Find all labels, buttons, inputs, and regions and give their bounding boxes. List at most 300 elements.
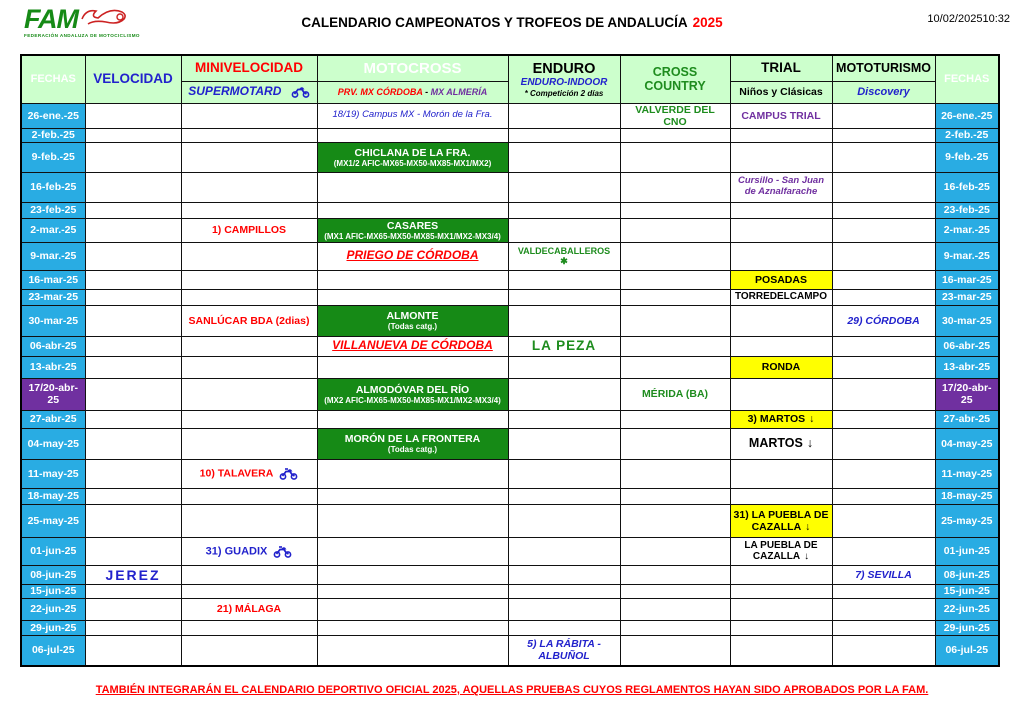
event-cell-velocidad [85,584,181,598]
event-cell-mototurismo [832,270,935,289]
event-cell-cross_country [620,356,730,378]
date-cell-right: 2-feb.-25 [935,128,999,142]
event-label: ALMONTE [386,310,439,322]
event-cell-velocidad [85,378,181,410]
event-cell-velocidad [85,488,181,504]
event-cell-cross_country [620,202,730,218]
cross-line1: CROSS [652,64,698,79]
subheader-trial-ninos-clasicas: Niños y Clásicas [730,81,832,103]
event-cell-trial [730,410,832,428]
event-sublabel: (Todas catg.) [387,322,438,332]
column-header-trial: TRIAL [730,55,832,81]
calendar-row [21,305,999,336]
event-cell-minivelocidad [181,289,317,305]
calendar-row [21,504,999,537]
event-cell-enduro [508,202,620,218]
event-cell-trial [730,172,832,202]
event-cell-enduro [508,270,620,289]
calendar-row [21,428,999,459]
event-cell-motocross [317,428,508,459]
date-cell-left: 30-mar-25 [21,305,85,336]
prv-mx-cordoba-label: PRV. MX CÓRDOBA [337,86,423,97]
page-title-text: CALENDARIO CAMPEONATOS Y TROFEOS DE ANDALUCÍA [301,15,688,30]
event-cell-mototurismo [832,598,935,620]
date-cell-left: 25-may-25 [21,504,85,537]
event-cell-mototurismo [832,565,935,584]
event-cell-minivelocidad [181,202,317,218]
event-cell-velocidad [85,504,181,537]
event-cell-mototurismo [832,336,935,356]
date-cell-right: 16-mar-25 [935,270,999,289]
motorcycle-icon [279,467,298,480]
date-cell-right: 9-mar.-25 [935,242,999,270]
calendar-row [21,270,999,289]
event-cell-enduro [508,598,620,620]
event-cell-motocross [317,103,508,128]
calendar-row [21,565,999,584]
event-cell-minivelocidad [181,128,317,142]
event-label: VALDECABALLEROS [517,245,611,256]
event-cell-velocidad [85,289,181,305]
calendar-row [21,172,999,202]
enduro-label: ENDURO [532,60,596,77]
event-cell-trial [730,378,832,410]
date-cell-right: 15-jun-25 [935,584,999,598]
event-cell-minivelocidad [181,635,317,666]
event-cell-velocidad [85,356,181,378]
event-cell-motocross [317,410,508,428]
date-cell-right: 16-feb-25 [935,172,999,202]
mx-almeria-label: MX ALMERÍA [430,86,488,97]
date-cell-left: 08-jun-25 [21,565,85,584]
event-label: LA PEZA [531,338,597,354]
event-cell-motocross [317,128,508,142]
event-cell-trial [730,218,832,242]
cross-line2: COUNTRY [644,79,706,94]
event-cell-motocross [317,565,508,584]
event-cell-motocross [317,202,508,218]
calendar-row [21,378,999,410]
date-cell-left: 16-mar-25 [21,270,85,289]
date-cell-left: 2-feb.-25 [21,128,85,142]
footer-note: TAMBIÉN INTEGRARÁN EL CALENDARIO DEPORTIVO OFICIAL 2025, AQUELLAS PRUEBAS CUYOS REGLAMENTOS HAYAN SIDO APROBADOS POR LA FAM. [95,684,929,697]
event-cell-motocross [317,635,508,666]
event-cell-minivelocidad [181,620,317,635]
calendar-row [21,218,999,242]
date-cell-right: 9-feb.-25 [935,142,999,172]
down-arrow-icon: ↓ [804,551,810,563]
event-cell-velocidad [85,635,181,666]
event-cell-trial [730,202,832,218]
event-cell-minivelocidad [181,336,317,356]
event-cell-minivelocidad [181,218,317,242]
date-cell-left: 17/20-abr-25 [21,378,85,410]
event-label: RONDA [761,361,801,374]
event-cell-trial [730,270,832,289]
calendar-row [21,289,999,305]
event-cell-motocross [317,504,508,537]
event-cell-trial [730,289,832,305]
event-cell-motocross [317,620,508,635]
subheader-mototurismo-discovery: Discovery [832,81,935,103]
calendar-row [21,537,999,565]
date-cell-left: 9-mar.-25 [21,242,85,270]
event-cell-trial [730,103,832,128]
event-cell-minivelocidad [181,459,317,488]
event-cell-cross_country [620,172,730,202]
calendar-row [21,128,999,142]
calendar-row [21,635,999,666]
event-cell-enduro [508,537,620,565]
date-cell-left: 11-may-25 [21,459,85,488]
event-cell-minivelocidad [181,142,317,172]
event-cell-cross_country [620,565,730,584]
event-label: 10) TALAVERA [199,467,274,480]
date-cell-right: 2-mar.-25 [935,218,999,242]
event-cell-cross_country [620,410,730,428]
column-header-mototurismo: MOTOTURISMO [832,55,935,81]
event-cell-cross_country [620,428,730,459]
event-label: 1) CAMPILLOS [211,224,287,237]
date-cell-left: 23-feb-25 [21,202,85,218]
event-cell-mototurismo [832,584,935,598]
event-label: VALVERDE DEL CNO [635,103,715,128]
column-header-fechas-left: FECHAS [21,55,85,103]
event-cell-cross_country [620,378,730,410]
date-cell-right: 08-jun-25 [935,565,999,584]
event-label: 31) GUADIX [205,545,268,557]
enduro-indoor-label: ENDURO-INDOOR [520,77,608,89]
date-cell-left: 29-jun-25 [21,620,85,635]
motorcycle-icon [273,545,292,558]
calendar-body [21,103,999,666]
event-cell-mototurismo [832,242,935,270]
event-label: MÉRIDA (BA) [641,388,709,401]
fam-logo-subtext: FEDERACIÓN ANDALUZA DE MOTOCICLISMO [24,33,140,38]
event-cell-enduro [508,504,620,537]
event-label: CHICLANA DE LA FRA. [354,146,471,159]
event-cell-velocidad [85,128,181,142]
event-cell-mototurismo [832,504,935,537]
column-header-cross-country [620,55,730,103]
event-cell-enduro [508,378,620,410]
date-cell-left: 13-abr-25 [21,356,85,378]
event-cell-trial [730,565,832,584]
event-cell-minivelocidad [181,172,317,202]
event-cell-trial [730,537,832,565]
event-cell-trial [730,504,832,537]
event-cell-enduro [508,172,620,202]
event-cell-motocross [317,172,508,202]
event-cell-velocidad [85,459,181,488]
event-cell-minivelocidad [181,270,317,289]
calendar-row [21,620,999,635]
fam-logo-text: FAM [24,4,78,34]
event-cell-minivelocidad [181,242,317,270]
event-cell-motocross [317,270,508,289]
event-cell-enduro [508,584,620,598]
event-cell-trial [730,142,832,172]
event-cell-enduro [508,356,620,378]
calendar-row [21,356,999,378]
date-cell-right: 25-may-25 [935,504,999,537]
date-cell-right: 23-mar-25 [935,289,999,305]
event-label: CAMPUS TRIAL [741,109,821,122]
event-label: CASARES [386,219,439,232]
event-cell-motocross [317,584,508,598]
event-label: TORREDELCAMPO [734,291,828,303]
date-cell-left: 04-may-25 [21,428,85,459]
event-label: 7) SEVILLA [855,568,912,581]
event-cell-motocross [317,488,508,504]
event-cell-enduro [508,488,620,504]
event-label: SANLÚCAR BDA (2dias) [188,314,310,327]
event-cell-mototurismo [832,218,935,242]
event-label: JEREZ [105,566,161,583]
calendar-row [21,598,999,620]
event-cell-cross_country [620,289,730,305]
calendar-row [21,103,999,128]
event-cell-cross_country [620,142,730,172]
event-cell-minivelocidad [181,488,317,504]
event-cell-minivelocidad [181,584,317,598]
event-label: Cursillo - San Juan de Aznalfarache [737,175,825,198]
calendar-row [21,488,999,504]
date-cell-left: 27-abr-25 [21,410,85,428]
date-cell-left: 2-mar.-25 [21,218,85,242]
event-cell-mototurismo [832,128,935,142]
date-cell-right: 17/20-abr-25 [935,378,999,410]
event-cell-motocross [317,305,508,336]
event-cell-cross_country [620,270,730,289]
event-cell-cross_country [620,305,730,336]
event-cell-trial [730,488,832,504]
supermotard-label: SUPERMOTARD [188,84,282,99]
subheader-supermotard [181,81,317,103]
event-cell-enduro [508,142,620,172]
event-cell-mototurismo [832,305,935,336]
event-label: POSADAS [755,273,807,286]
event-sublabel: (MX2 AFIC-MX65-MX50-MX85-MX1/MX2-MX3/4) [324,395,501,405]
event-cell-velocidad [85,202,181,218]
event-cell-enduro [508,336,620,356]
event-cell-cross_country [620,537,730,565]
subheader-motocross-prv [317,81,508,103]
date-cell-right: 22-jun-25 [935,598,999,620]
event-cell-mototurismo [832,356,935,378]
event-cell-minivelocidad [181,378,317,410]
event-cell-velocidad [85,537,181,565]
enduro-note-label: * Competición 2 días [524,88,604,98]
event-cell-enduro [508,410,620,428]
date-cell-right: 13-abr-25 [935,356,999,378]
page-title [0,15,1024,30]
event-label: 29) CÓRDOBA [847,314,920,327]
event-cell-velocidad [85,428,181,459]
event-cell-cross_country [620,103,730,128]
date-cell-left: 9-feb.-25 [21,142,85,172]
event-cell-motocross [317,459,508,488]
event-sublabel: (MX1/2 AFIC-MX65-MX50-MX85-MX1/MX2) [333,158,492,168]
event-cell-velocidad [85,103,181,128]
calendar-row [21,142,999,172]
event-cell-cross_country [620,218,730,242]
date-cell-left: 06-abr-25 [21,336,85,356]
column-header-motocross: MOTOCROSS [317,55,508,81]
event-cell-motocross [317,289,508,305]
print-timestamp: 10/02/202510:32 [927,13,1010,25]
event-cell-mototurismo [832,378,935,410]
event-label: 21) MÁLAGA [216,603,282,616]
event-cell-mototurismo [832,635,935,666]
down-arrow-icon: ↓ [809,413,815,426]
event-cell-motocross [317,356,508,378]
event-label: 5) LA RÁBITA - [527,638,601,651]
event-cell-trial [730,356,832,378]
event-cell-minivelocidad [181,305,317,336]
event-cell-velocidad [85,336,181,356]
event-cell-motocross [317,142,508,172]
event-cell-enduro [508,620,620,635]
event-cell-velocidad [85,172,181,202]
event-cell-velocidad [85,598,181,620]
calendar-row [21,202,999,218]
event-sublabel: ALBUÑOL [538,650,590,663]
column-header-enduro [508,55,620,103]
date-cell-left: 26-ene.-25 [21,103,85,128]
event-cell-mototurismo [832,172,935,202]
event-cell-mototurismo [832,289,935,305]
event-cell-motocross [317,598,508,620]
event-cell-motocross [317,242,508,270]
event-cell-enduro [508,428,620,459]
event-cell-trial [730,428,832,459]
date-cell-left: 15-jun-25 [21,584,85,598]
event-cell-minivelocidad [181,598,317,620]
event-cell-velocidad [85,565,181,584]
event-cell-mototurismo [832,620,935,635]
event-cell-cross_country [620,584,730,598]
column-header-velocidad: VELOCIDAD [85,55,181,103]
date-cell-right: 06-abr-25 [935,336,999,356]
event-cell-velocidad [85,270,181,289]
event-cell-velocidad [85,620,181,635]
event-cell-cross_country [620,504,730,537]
event-cell-cross_country [620,459,730,488]
event-cell-cross_country [620,620,730,635]
event-cell-motocross [317,218,508,242]
event-cell-enduro [508,103,620,128]
event-label: MARTOS [748,436,803,451]
event-cell-trial [730,336,832,356]
event-label: LA PUEBLA DE CAZALLA [744,539,818,563]
event-cell-mototurismo [832,459,935,488]
date-cell-left: 16-feb-25 [21,172,85,202]
event-cell-enduro [508,459,620,488]
event-cell-trial [730,620,832,635]
event-cell-enduro [508,565,620,584]
event-cell-mototurismo [832,410,935,428]
event-cell-trial [730,635,832,666]
event-cell-cross_country [620,128,730,142]
event-cell-trial [730,128,832,142]
column-header-minivelocidad: MINIVELOCIDAD [181,55,317,81]
calendar-row [21,242,999,270]
date-cell-left: 23-mar-25 [21,289,85,305]
event-cell-trial [730,598,832,620]
event-cell-trial [730,584,832,598]
down-arrow-icon: ↓ [806,436,814,451]
date-cell-right: 01-jun-25 [935,537,999,565]
date-cell-left: 01-jun-25 [21,537,85,565]
date-cell-right: 26-ene.-25 [935,103,999,128]
event-label: 18/19) Campus MX - Morón de la Fra. [332,109,493,121]
event-cell-minivelocidad [181,428,317,459]
date-cell-left: 18-may-25 [21,488,85,504]
event-label: PRIEGO DE CÓRDOBA [346,248,479,263]
event-cell-mototurismo [832,428,935,459]
down-arrow-icon: ↓ [805,520,811,533]
event-cell-enduro [508,218,620,242]
date-cell-right: 23-feb-25 [935,202,999,218]
date-cell-right: 06-jul-25 [935,635,999,666]
event-cell-motocross [317,336,508,356]
calendar-row [21,336,999,356]
event-label: ALMODÓVAR DEL RÍO [355,383,470,396]
event-sublabel: ✱ [560,256,568,267]
event-label: 3) MARTOS [747,413,806,426]
event-cell-enduro [508,635,620,666]
event-cell-mototurismo [832,142,935,172]
event-cell-minivelocidad [181,565,317,584]
event-cell-minivelocidad [181,356,317,378]
event-cell-enduro [508,242,620,270]
event-sublabel: (MX1 AFIC-MX65-MX50-MX85-MX1/MX2-MX3/4) [324,231,501,241]
date-cell-right: 30-mar-25 [935,305,999,336]
date-cell-right: 11-may-25 [935,459,999,488]
calendar-table [20,54,1000,667]
calendar-row [21,410,999,428]
event-cell-trial [730,242,832,270]
event-cell-mototurismo [832,488,935,504]
event-cell-cross_country [620,635,730,666]
calendar-row [21,459,999,488]
date-cell-right: 27-abr-25 [935,410,999,428]
event-cell-mototurismo [832,202,935,218]
event-cell-minivelocidad [181,537,317,565]
event-cell-velocidad [85,218,181,242]
event-cell-mototurismo [832,103,935,128]
date-cell-right: 18-may-25 [935,488,999,504]
event-cell-velocidad [85,410,181,428]
event-cell-velocidad [85,305,181,336]
event-cell-enduro [508,128,620,142]
date-cell-left: 06-jul-25 [21,635,85,666]
date-cell-left: 22-jun-25 [21,598,85,620]
event-cell-minivelocidad [181,410,317,428]
page-header [0,0,1024,54]
event-cell-trial [730,459,832,488]
event-cell-mototurismo [832,537,935,565]
motorcycle-icon [291,85,310,98]
event-cell-cross_country [620,488,730,504]
mx-sub-dash: - [425,86,429,97]
date-cell-right: 04-may-25 [935,428,999,459]
event-cell-enduro [508,305,620,336]
event-label: MORÓN DE LA FRONTERA [344,433,481,445]
event-label: VILLANUEVA DE CÓRDOBA [332,338,493,353]
event-cell-velocidad [85,242,181,270]
